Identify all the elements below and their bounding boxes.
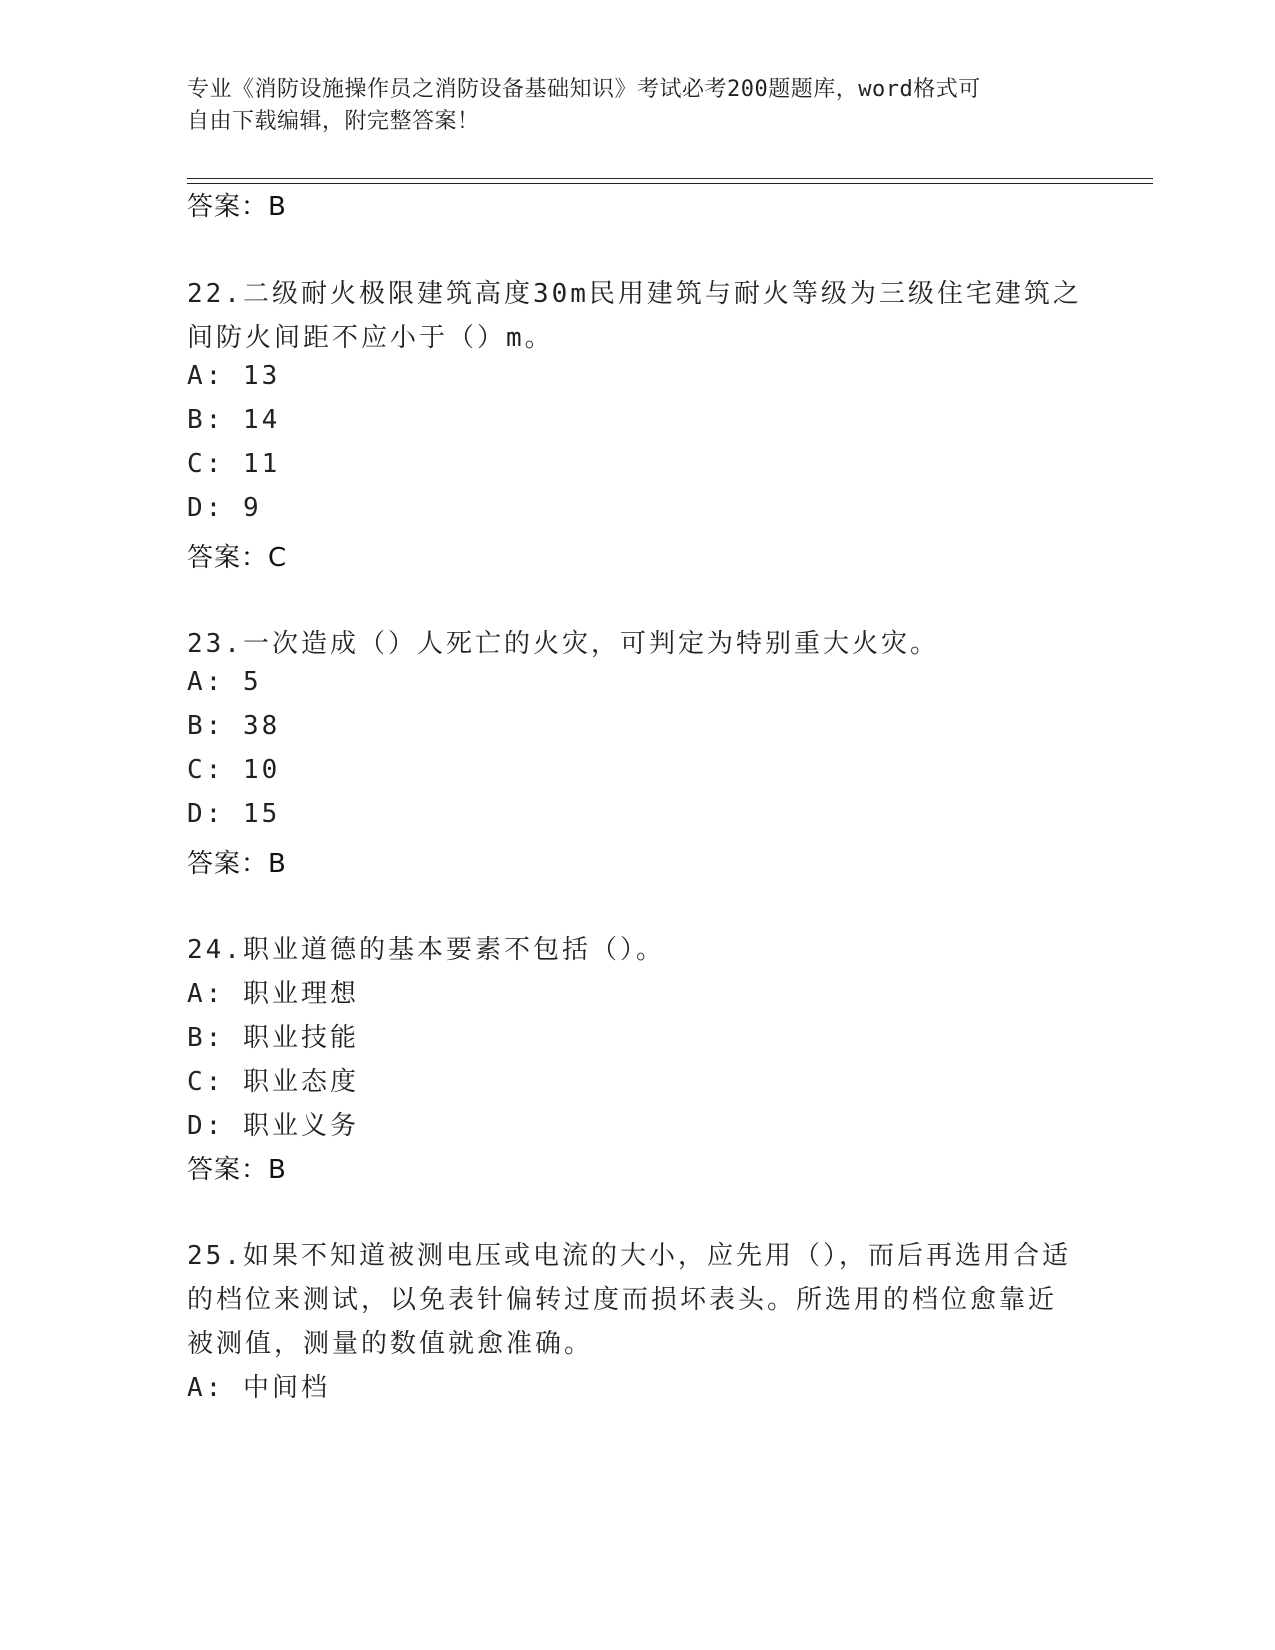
question-23-text-line-1: 23.一次造成（）人死亡的火灾，可判定为特别重大火灾。 (187, 629, 939, 659)
question-22-answer: 答案：C (187, 543, 288, 573)
question-24-option-c: C: 职业态度 (187, 1067, 359, 1097)
question-23-option-b: B: 38 (187, 711, 281, 741)
header-line-1: 专业《消防设施操作员之消防设备基础知识》考试必考200题题库，word格式可 (187, 77, 981, 102)
question-25-option-a: A: 中间档 (187, 1373, 330, 1403)
question-23-option-a: A: 5 (187, 667, 262, 697)
question-22-option-b: B: 14 (187, 405, 281, 435)
question-22-option-c: C: 11 (187, 449, 281, 479)
answer-21: 答案：B (187, 192, 287, 222)
question-24-option-b: B: 职业技能 (187, 1023, 359, 1053)
question-23-option-d: D: 15 (187, 799, 281, 829)
question-23-answer: 答案：B (187, 849, 287, 879)
header-divider-bottom (187, 183, 1153, 184)
question-25-text-line-1: 25.如果不知道被测电压或电流的大小，应先用（），而后再选用合适 (187, 1241, 1071, 1271)
question-25-text-line-2: 的档位来测试，以免表针偏转过度而损坏表头。所选用的档位愈靠近 (187, 1285, 1058, 1315)
question-22-text-line-2: 间防火间距不应小于（）m。 (187, 323, 554, 353)
question-24-option-a: A: 职业理想 (187, 979, 359, 1009)
header-divider-top (187, 178, 1153, 179)
question-22-option-a: A: 13 (187, 361, 281, 391)
question-24-text-line-1: 24.职业道德的基本要素不包括（）。 (187, 935, 665, 965)
header-line-2: 自由下载编辑，附完整答案！ (187, 109, 480, 134)
question-22-option-d: D: 9 (187, 493, 262, 523)
question-24-option-d: D: 职业义务 (187, 1111, 359, 1141)
question-25-text-line-3: 被测值，测量的数值就愈准确。 (187, 1329, 594, 1359)
question-22-text-line-1: 22.二级耐火极限建筑高度30m民用建筑与耐火等级为三级住宅建筑之 (187, 279, 1082, 309)
question-23-option-c: C: 10 (187, 755, 281, 785)
page-header (187, 74, 1087, 138)
question-24-answer: 答案：B (187, 1155, 287, 1185)
